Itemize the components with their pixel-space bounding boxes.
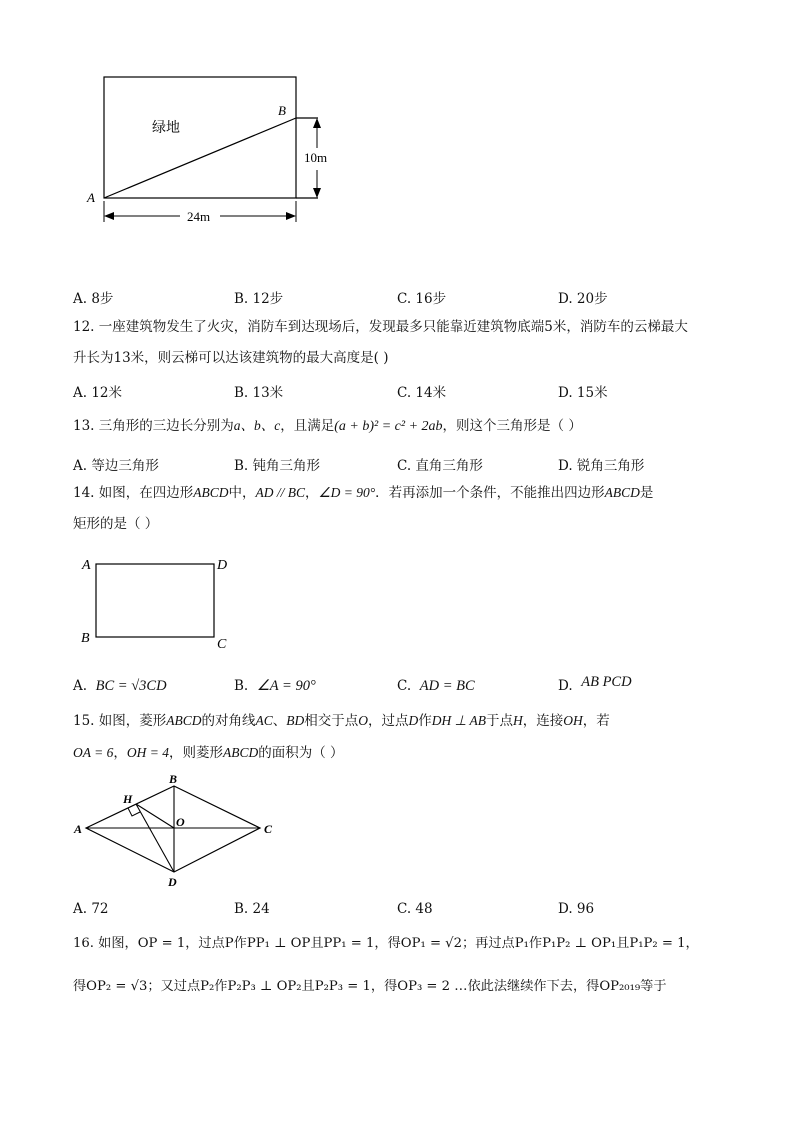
q15-label-c: C [264,822,273,836]
q16-line1: 16. 如图，OP = 1，过点P作PP₁ ⊥ OP且PP₁ = 1，得OP₁ = √2；再过点P₁作P₁P₂ ⊥ OP₁且P₁P₂ = 1， [73,936,699,951]
q14-text-e: ， [305,485,319,501]
q14-text-d: AD // BC [255,485,306,500]
q14-option-a-text: BC = √3CD [95,678,167,694]
q14-text-h: ABCD [604,485,640,500]
q14-line2: 矩形的是（ ） [73,516,159,532]
q15-label-a: A [74,822,83,836]
q14-option-c-text: AD = BC [419,678,475,694]
q15-t23: 的面积为（ ） [258,745,344,761]
q15-t20: OH = 4 [126,745,169,760]
q15-option-d[interactable]: D. 96 [558,901,595,917]
q13-option-a[interactable]: A. 等边三角形 [73,458,159,474]
q15-t10: D [408,713,419,728]
q14-text-f: ∠D = 90° [318,485,376,500]
q14-option-d[interactable] [558,674,632,695]
q12-option-a[interactable]: A. 12米 [73,385,123,401]
q15-t16: OH [563,713,583,728]
q15-t1: 15. 如图，菱形 [73,713,167,729]
q13-option-b[interactable]: B. 钝角三角形 [234,458,321,474]
q13-suffix: ，则这个三角形是（ ） [442,418,582,434]
q13-formula: (a + b)² = c² + 2ab [334,419,443,434]
q14-label-b: B [81,631,90,646]
q15-t9: ，过点 [368,713,409,729]
q14-option-c-letter: C. [397,678,412,694]
q15-t5: 、 [272,713,287,729]
q14-option-d-letter: D. [558,678,573,694]
q14-text-a: 14. 如图，在四边形 [73,485,194,501]
label-10m: 10m [304,150,328,165]
q15-label-h: H [123,792,133,806]
q11-option-a[interactable]: A. 8步 [73,291,114,307]
q11-option-c[interactable]: C. 16步 [397,291,447,307]
figure-rhombus-abcd [70,772,290,892]
q15-t11: 作 [418,713,432,729]
q14-text-c: 中， [228,485,256,501]
q15-line1 [73,712,610,730]
q12-option-c[interactable]: C. 14米 [397,385,447,401]
figure-rectangle-abcd [78,552,238,652]
q15-t18: OA = 6 [73,745,114,760]
q14-option-a-letter: A. [73,678,88,694]
q13-option-d[interactable]: D. 锐角三角形 [558,458,645,474]
q14-option-c[interactable] [397,678,475,695]
q12-option-b[interactable]: B. 13米 [234,385,284,401]
q15-t15: ，连接 [522,713,564,729]
q14-line1 [73,484,653,502]
q12-line2: 升长为13米，则云梯可以达该建筑物的最大高度是( ) [73,350,389,366]
q15-label-b: B [169,772,178,786]
label-24m: 24m [187,209,211,224]
q15-t19: ， [113,745,127,761]
q14-label-c: C [217,637,227,652]
q12-option-d[interactable]: D. 15米 [558,385,608,401]
q15-t13: 于点 [486,713,514,729]
q15-t21: ，则菱形 [168,745,223,761]
q14-option-b-text: ∠A = 90° [256,678,316,694]
q16-line2: 得OP₂ = √3；又过点P₂作P₂P₃ ⊥ OP₂且P₂P₃ = 1，得OP₃ = 2 …依此法继续作下去，得OP₂₀₁₉等于 [73,979,667,994]
q13-stem [73,417,582,436]
q15-t3: 的对角线 [201,713,256,729]
q13-mid: ，且满足 [280,418,335,434]
q13-vars: a、b、c [233,418,281,433]
q12-line1: 12. 一座建筑物发生了火灾，消防车到达现场后，发现最多只能靠近建筑物底端5米，消防车的云梯最大 [73,319,688,335]
q14-text-i: 是 [639,485,654,501]
q15-t22: ABCD [222,745,259,760]
label-point-b: B [278,103,286,118]
q15-option-a[interactable]: A. 72 [73,901,109,917]
q15-t2: ABCD [166,713,202,728]
label-green-field: 绿地 [152,121,180,136]
q14-option-d-text: AB PCD [581,674,632,690]
q15-label-o: O [176,815,185,829]
q13-option-c[interactable]: C. 直角三角形 [397,458,483,474]
q11-option-b[interactable]: B. 12步 [234,291,284,307]
q15-t6: BD [286,713,305,728]
q15-line2 [73,744,344,762]
q15-t12: DH ⊥ AB [431,713,487,728]
q15-t7: 相交于点 [304,713,359,729]
q15-t17: ，若 [582,713,610,729]
q15-t8: O [358,713,369,728]
q15-option-c[interactable]: C. 48 [397,901,433,917]
q14-option-b-letter: B. [234,678,249,694]
q15-label-d: D [168,875,177,889]
label-point-a: A [87,190,95,205]
q14-option-b[interactable] [234,678,316,695]
q14-label-a: A [82,558,91,573]
q14-text-b: ABCD [193,485,229,500]
q11-option-d[interactable]: D. 20步 [558,291,608,307]
q15-t4: AC [255,713,273,728]
figure-green-field [80,70,340,230]
q14-option-a[interactable] [73,678,167,695]
q15-t14: H [513,713,523,728]
q14-text-g: ．若再添加一个条件，不能推出四边形 [375,485,605,501]
q15-option-b[interactable]: B. 24 [234,901,270,917]
q13-prefix: 13. 三角形的三边长分别为 [73,418,234,434]
q14-label-d: D [217,558,228,573]
